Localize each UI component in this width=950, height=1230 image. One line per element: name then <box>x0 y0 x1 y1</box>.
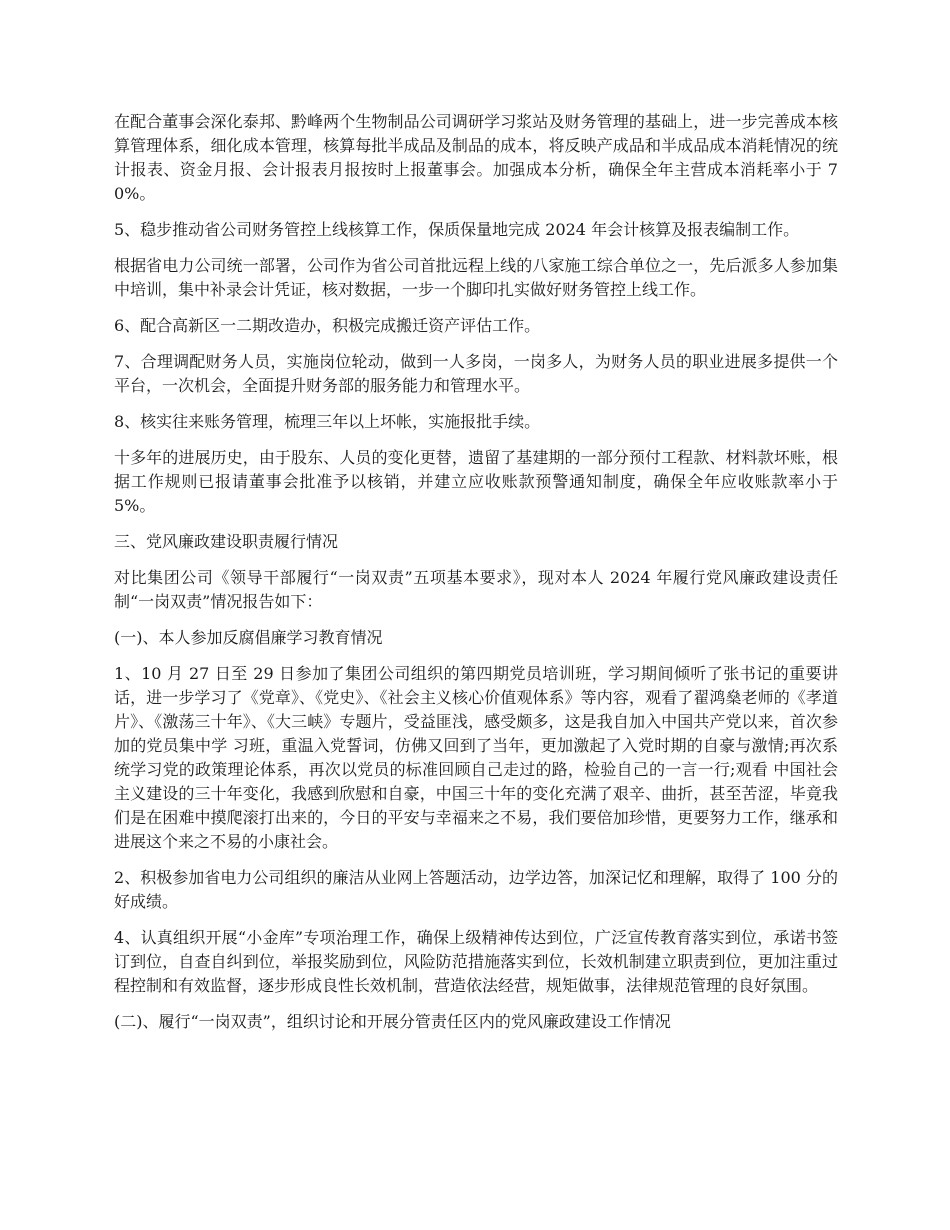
section-heading-3: 三、党风廉政建设职责履行情况 <box>114 532 339 551</box>
paragraph-treasury: 4、认真组织开展“小金库”专项治理工作，确保上级精神传达到位，广泛宣传教育落实到位，承诺书签订到位，自查自纠到位，举报奖励到位，风险防范措施落实到位，长效机制建立职责到位，更加注重过程控制和有效监督，逐步形成良性长效机制，营造依法经营，规矩做事，法律规范管理的良好氛围。 <box>114 928 838 995</box>
paragraph-online-quiz: 2、积极参加省电力公司组织的廉洁从业网上答题活动，边学边答，加深记忆和理解，取得了 100 分的好成绩。 <box>114 868 838 911</box>
paragraph-item-8: 8、核实往来账务管理，梳理三年以上坏帐，实施报批手续。 <box>114 412 541 431</box>
paragraph-item-6: 6、配合高新区一二期改造办，积极完成搬迁资产评估工作。 <box>114 316 541 335</box>
paragraph-report-intro: 对比集团公司《领导干部履行“一岗双责”五项基本要求》，现对本人 2024 年履行党风廉政建设责任制“一岗双责”情况报告如下： <box>114 568 838 611</box>
subsection-heading-2: (二)、履行“一岗双责”，组织讨论和开展分管责任区内的党风廉政建设工作情况 <box>114 1012 671 1031</box>
subsection-heading-1: (一)、本人参加反腐倡廉学习教育情况 <box>114 628 383 647</box>
paragraph-item-7: 7、合理调配财务人员，实施岗位轮动，做到一人多岗，一岗多人，为财务人员的职业进展多提供一个平台，一次机会，全面提升财务部的服务能力和管理水平。 <box>114 352 838 395</box>
paragraph-financial-control: 根据省电力公司统一部署，公司作为省公司首批远程上线的八家施工综合单位之一，先后派多人参加集中培训，集中补录会计凭证，核对数据，一步一个脚印扎实做好财务管控上线工作。 <box>114 256 838 299</box>
paragraph-bad-debts: 十多年的进展历史，由于股东、人员的变化更替，遗留了基建期的一部分预付工程款、材料款坏账，根据工作规则已报请董事会批准予以核销，并建立应收账款预警通知制度，确保全年应收账款率小于 5%。 <box>114 448 838 515</box>
paragraph-training: 1、10 月 27 日至 29 日参加了集团公司组织的第四期党员培训班，学习期间倾听了张书记的重要讲话，进一步学习了《党章》、《党史》、《社会主义核心价值观体系》等内容，观看了翟鸿燊老师的《孝道片》、《激荡三十年》、《大三峡》专题片，受益匪浅，感受颇多，这是我自加入中国共产党以来，首次参加的党员集中学 习班，重温入党誓词，仿佛又回到了当年，更加激起了入党时期的自豪与激情;再次系统学习党的政策理论体系，再次以党员的标准回顾自己走过的路，检验自己的一言一行;观看 中国社会主义建设的三十年变化，我感到欣慰和自豪，中国三十年的变化充满了艰辛、曲折，甚至苦涩，毕竟我们是在困难中摸爬滚打出来的，今日的平安与幸福来之不易，我们要倍加珍惜，更要努力工作，继承和进展这个来之不易的小康社会。 <box>114 664 838 851</box>
paragraph-item-5: 5、稳步推动省公司财务管控上线核算工作，保质保量地完成 2024 年会计核算及报表编制工作。 <box>114 220 800 239</box>
document-body <box>114 110 838 1046</box>
paragraph-cost-accounting: 在配合董事会深化泰邦、黔峰两个生物制品公司调研学习浆站及财务管理的基础上，进一步完善成本核算管理体系，细化成本管理，核算每批半成品及制品的成本，将反映产成品和半成品成本消耗情况的统计报表、资金月报、会计报表月报按时上报董事会。加强成本分析，确保全年主营成本消耗率小于 70%。 <box>114 112 838 203</box>
